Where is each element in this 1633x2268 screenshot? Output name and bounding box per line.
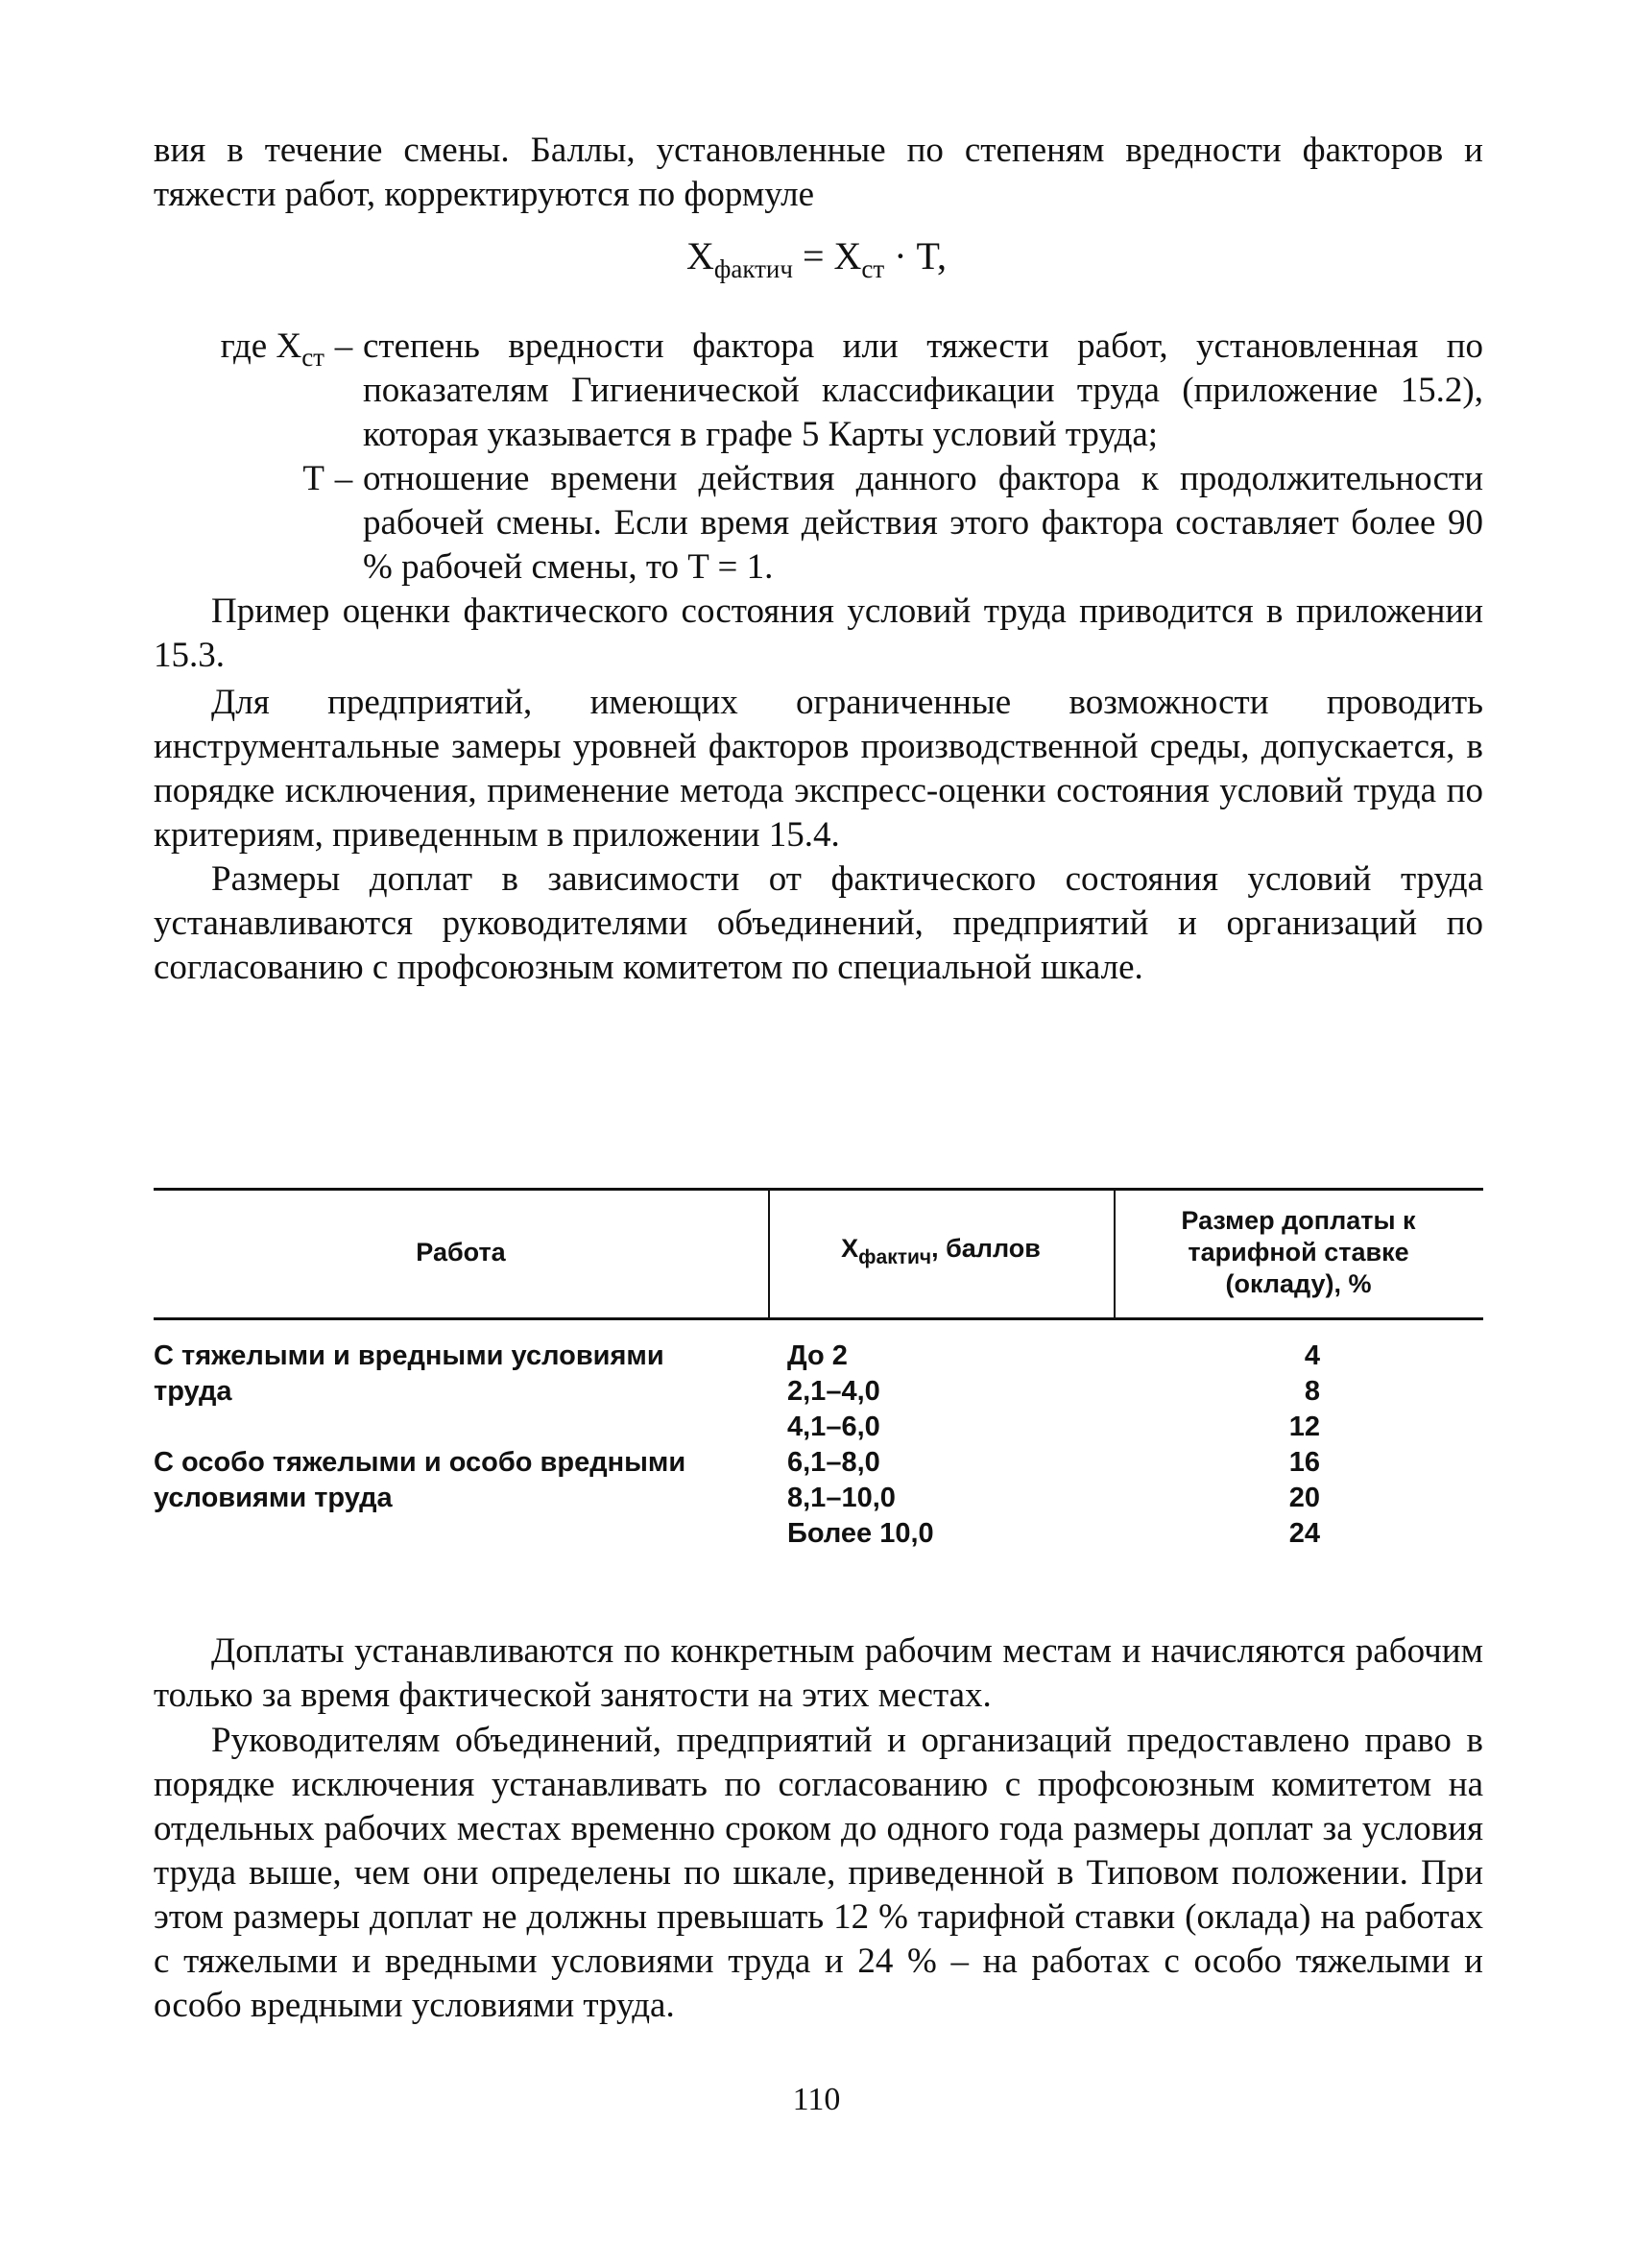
formula-lhs-symbol: X	[685, 234, 714, 277]
page-number: 110	[792, 2082, 841, 2117]
cell-percent: 4	[1304, 1340, 1320, 1371]
cell-percent: 12	[1288, 1411, 1320, 1442]
cell-percent: 8	[1304, 1376, 1320, 1407]
definition-xst	[154, 325, 1483, 457]
table-row	[154, 1445, 1483, 1481]
cell-work: С тяжелыми и вредными условиями	[154, 1340, 664, 1371]
intro-paragraph: вия в течение смены. Баллы, установленные по степеням вредности факторов и тяжести работ, корректируются по формуле	[154, 131, 1483, 214]
definition-dash: –	[334, 326, 353, 366]
table-row	[154, 1481, 1483, 1516]
table-header-surcharge: Размер доплаты к тарифной ставке (окладу), %	[1181, 1206, 1416, 1298]
cell-work	[154, 1410, 768, 1445]
formula-equals: =	[802, 234, 825, 277]
closing-paragraph-1: Доплаты устанавливаются по конкретным рабочим местам и начисляются рабочим только за время фактической занятости на этих местах.	[154, 1631, 1483, 1715]
definition-dash: –	[334, 459, 353, 498]
formula-tail: · T,	[894, 234, 947, 277]
table-row	[154, 1410, 1483, 1445]
cell-range: 6,1–8,0	[787, 1447, 880, 1478]
cell-range: 4,1–6,0	[787, 1411, 880, 1442]
definition-term	[154, 325, 324, 379]
cell-range: 8,1–10,0	[787, 1483, 896, 1513]
table-header-work: Работа	[416, 1238, 506, 1267]
table-row	[154, 1339, 1483, 1374]
table-header-score	[768, 1188, 1114, 1317]
table-body	[154, 1339, 1483, 1552]
definitions	[154, 325, 1483, 590]
table-row	[154, 1516, 1483, 1552]
definition-prefix: где	[220, 326, 268, 366]
cell-percent: 20	[1288, 1483, 1320, 1513]
formula	[0, 233, 1633, 284]
header-tail: , баллов	[931, 1233, 1041, 1263]
definition-text: отношение времени действия данного фактора к продолжительности рабочей смены. Если время действия этого фактора составляет более 90 % рабочей смены, то T = 1.	[363, 459, 1483, 587]
cell-work: труда	[154, 1376, 232, 1407]
definition-symbol-sub: ст	[301, 343, 324, 372]
cell-percent: 16	[1288, 1447, 1320, 1478]
definition-text: степень вредности фактора или тяжести работ, установленная по показателям Гигиенической классификации труда (приложение 15.2), которая указывается в графе 5 Карты условий труда;	[363, 326, 1483, 454]
formula-rhs-sub: ст	[861, 254, 885, 283]
definition-symbol: X	[276, 326, 302, 366]
cell-work: С особо тяжелыми и особо вредными	[154, 1447, 686, 1478]
closing-paragraph-2: Руководителям объединений, предприятий и организаций предоставлено право в порядке исключения устанавливать по согласованию с профсоюзным комитетом на отдельных рабочих местах временно сроком до одного года размеры доплат за условия труда выше, чем они определены по шкале, приведенной в Типовом положении. При этом размеры доплат не должны превышать 12 % тарифной ставки (оклада) на работах с тяжелыми и вредными условиями труда и 24 % – на работах с особо тяжелыми и особо вредными условиями труда.	[154, 1721, 1483, 2025]
formula-lhs-sub: фактич	[713, 254, 793, 283]
cell-range: 2,1–4,0	[787, 1376, 880, 1407]
definition-t	[154, 457, 1483, 590]
cell-range: Более 10,0	[787, 1518, 934, 1549]
definition-term	[154, 457, 324, 501]
paragraph-example: Пример оценки фактического состояния условий труда приводится в приложении 15.3.	[154, 591, 1483, 675]
cell-work: условиями труда	[154, 1483, 393, 1513]
table-row	[154, 1374, 1483, 1410]
definition-symbol: T	[302, 459, 324, 498]
paragraph-express: Для предприятий, имеющих ограниченные возможности проводить инструментальные замеры уровней факторов производственной среды, допускается, в порядке исключения, применение метода экспресс-оценки состояния условий труда по критериям, приведенным в приложении 15.4.	[154, 683, 1483, 855]
cell-work	[154, 1516, 768, 1552]
header-symbol: X	[841, 1233, 859, 1263]
table-header-rule	[154, 1317, 1483, 1320]
cell-range: До 2	[787, 1340, 848, 1371]
paragraph-sizes: Размеры доплат в зависимости от фактического состояния условий труда устанавливаются руководителями объединений, предприятий и организаций по согласованию с профсоюзным комитетом по специальной шкале.	[154, 859, 1483, 987]
formula-rhs-symbol: X	[833, 234, 862, 277]
header-symbol-sub: фактич	[858, 1245, 932, 1268]
cell-percent: 24	[1288, 1518, 1320, 1549]
